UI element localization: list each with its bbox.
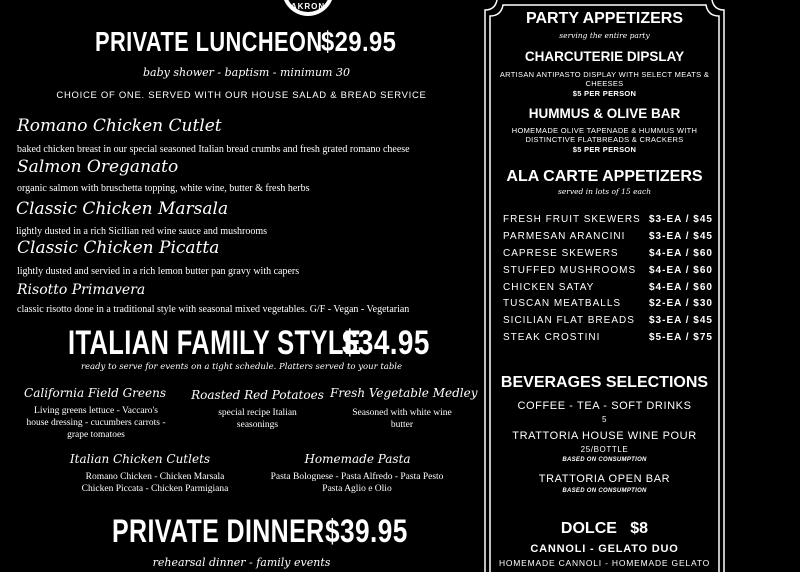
luncheon-item-name: Romano Chicken Cutlet	[17, 116, 222, 136]
beverages-line1: COFFEE - TEA - SOFT DRINKS	[517, 400, 692, 412]
ala-carte-item: SICILIAN FLAT BREADS	[503, 315, 635, 326]
hummus-title: HUMMUS & OLIVE BAR	[528, 106, 681, 121]
ala-carte-row	[503, 315, 713, 326]
hummus-desc-line1: HOMEMADE OLIVE TAPENADE & HUMMUS WITH	[511, 126, 698, 135]
dolce-item: CANNOLI - GELATO DUO	[530, 543, 679, 555]
ala-carte-item: STUFFED MUSHROOMS	[503, 265, 637, 276]
beverages-title: BEVERAGES SELECTIONS	[500, 374, 709, 391]
ala-carte-price: $4-EA / $60	[649, 248, 713, 259]
party-appetizers-subtitle: serving the entire party	[559, 31, 650, 40]
beverages-line3-note: BASED ON CONSUMPTION	[562, 488, 647, 494]
ala-carte-row	[503, 231, 713, 242]
ala-carte-item: CAPRESE SKEWERS	[503, 248, 619, 259]
private-dinner-title: PRIVATE DINNER	[112, 513, 325, 549]
luncheon-item-name: Classic Chicken Marsala	[16, 199, 229, 219]
luncheon-item-desc: classic risotto done in a traditional style with seasonal mixed vegetables. G/F - Vegan - Vegetarian	[17, 304, 410, 315]
dolce-title: DOLCE $8	[560, 520, 649, 537]
family-item-name: Italian Chicken Cutlets	[69, 452, 211, 466]
ala-carte-price: $3-EA / $45	[649, 231, 713, 242]
party-appetizers-title: PARTY APPETIZERS	[525, 10, 684, 27]
logo-text: AKRON	[290, 2, 326, 11]
luncheon-item-desc: lightly dusted in a rich Sicilian red wine sauce and mushrooms	[16, 226, 268, 237]
ala-carte-price: $3-EA / $45	[649, 315, 713, 326]
ala-carte-item: PARMESAN ARANCINI	[503, 231, 626, 242]
private-dinner-price: $39.95	[325, 513, 408, 549]
family-item-desc: Living greens lettuce - Vaccaro's house dressing - cucumbers carrots - grape tomatoes	[26, 406, 166, 440]
family-item-desc: special recipe Italian seasonings	[218, 408, 297, 430]
beverages-line2-price: 25/BOTTLE	[580, 445, 629, 454]
family-item-name: Homemade Pasta	[304, 452, 411, 466]
ala-carte-row	[503, 248, 713, 259]
private-luncheon-subtitle: baby shower - baptism - minimum 30	[143, 66, 350, 79]
charcuterie-title: CHARCUTERIE DIPSLAY	[524, 49, 685, 64]
restaurant-logo	[280, 0, 336, 18]
ala-carte-row	[503, 214, 713, 225]
charcuterie-price: $5 PER PERSON	[572, 89, 637, 98]
luncheon-item-desc: organic salmon with bruschetta topping, white wine, butter & fresh herbs	[17, 183, 310, 194]
beverages-line2-note: BASED ON CONSUMPTION	[562, 457, 647, 463]
luncheon-item-desc: lightly dusted and servied in a rich lemon butter pan gravy with capers	[17, 266, 300, 277]
hummus-desc-line2: DISTINCTIVE FLATBREADS & CRACKERS	[525, 135, 684, 144]
luncheon-item-desc: baked chicken breast in our special seasoned Italian bread crumbs and fresh grated romano cheese	[17, 144, 410, 155]
family-item-desc: Seasoned with white wine butter	[352, 408, 452, 430]
dolce-desc: HOMEMADE CANNOLI - HOMEMADE GELATO	[498, 558, 711, 568]
ala-carte-title: ALA CARTE APPETIZERS	[506, 168, 703, 185]
family-item-name: Fresh Vegetable Medley	[330, 386, 478, 400]
ala-carte-item: CHICKEN SATAY	[503, 282, 595, 293]
ala-carte-price: $4-EA / $60	[649, 282, 713, 293]
ala-carte-item: STEAK CROSTINI	[503, 332, 601, 343]
appetizers-panel	[483, 0, 726, 572]
ala-carte-row	[503, 265, 713, 276]
luncheon-item-name: Classic Chicken Picatta	[17, 238, 220, 258]
private-luncheon-price: $29.95	[321, 26, 397, 57]
family-item-desc: Romano Chicken - Chicken Marsala Chicken Piccata - Chicken Parmigiana	[81, 472, 229, 494]
beverages-line1-price: 5	[601, 415, 608, 424]
private-dinner-subtitle: rehearsal dinner - family events	[152, 556, 331, 569]
private-luncheon-title: PRIVATE LUNCHEON	[95, 26, 323, 57]
hummus-price: $5 PER PERSON	[572, 145, 637, 154]
ala-carte-subtitle: served in lots of 15 each	[557, 187, 652, 196]
ala-carte-item: TUSCAN MEATBALLS	[503, 298, 622, 309]
ala-carte-row	[503, 298, 713, 309]
luncheon-item-name: Risotto Primavera	[17, 282, 146, 298]
family-item-name: Roasted Red Potatoes	[191, 388, 324, 402]
ala-carte-price: $3-EA / $45	[649, 214, 713, 225]
charcuterie-desc-line1: ARTISAN ANTIPASTO DISPLAY WITH SELECT MEATS &	[499, 70, 710, 79]
family-style-subtitle: ready to serve for events on a tight schedule. Platters served to your table	[80, 362, 403, 372]
family-style-title: ITALIAN FAMILY STYLE	[68, 324, 362, 362]
family-item-name: California Field Greens	[24, 386, 166, 400]
ala-carte-row	[503, 282, 713, 293]
beverages-line3: TRATTORIA OPEN BAR	[538, 473, 671, 485]
beverages-line2: TRATTORIA HOUSE WINE POUR	[512, 430, 697, 442]
family-style-price: $34.95	[342, 324, 430, 362]
ala-carte-price: $2-EA / $30	[649, 298, 713, 309]
ala-carte-price: $4-EA / $60	[649, 265, 713, 276]
family-item-desc: Pasta Bolognese - Pasta Alfredo - Pasta Pesto Pasta Aglio e Olio	[270, 472, 444, 494]
charcuterie-desc-line2: CHEESES	[585, 79, 624, 88]
ala-carte-price: $5-EA / $75	[649, 332, 713, 343]
ala-carte-item: FRESH FRUIT SKEWERS	[503, 214, 641, 225]
luncheon-item-name: Salmon Oreganato	[17, 157, 179, 177]
private-luncheon-note: CHOICE OF ONE. SERVED WITH OUR HOUSE SALAD & BREAD SERVICE	[56, 90, 427, 101]
ala-carte-row	[503, 332, 713, 343]
